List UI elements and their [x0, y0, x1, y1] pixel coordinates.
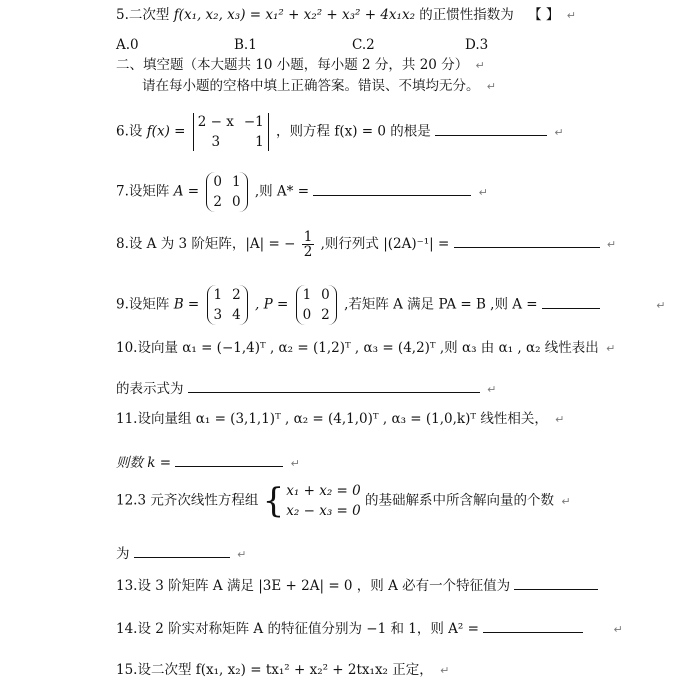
- q9-answer-blank[interactable]: [542, 296, 600, 309]
- q7-matrix: [206, 172, 247, 212]
- q12-suffix: 的基础解系中所含解向量的个数: [365, 492, 555, 509]
- q9-matrix-b: [207, 285, 248, 325]
- q12-line2-text: 为: [116, 546, 130, 562]
- q9-lhs-p: , P =: [255, 296, 289, 313]
- left-brace-icon: {: [262, 481, 285, 521]
- q6-line: [116, 113, 564, 151]
- return-mark-icon: ↵: [606, 342, 616, 355]
- return-mark-icon: ↵: [606, 238, 617, 251]
- q14-text: 14.设 2 阶实对称矩阵 A 的特征值分别为 −1 和 1，则 A² =: [116, 621, 479, 637]
- q12-equation-1: x₁ + x₂ = 0: [286, 483, 361, 499]
- return-mark-icon: ↵: [566, 9, 576, 22]
- q9-suffix: ,若矩阵 A 满足 PA = B ,则 A =: [344, 296, 538, 313]
- q14-line: [116, 620, 623, 639]
- q7-lhs: A =: [173, 183, 200, 200]
- q5-option-d: D.3: [465, 37, 489, 53]
- q8-text2: ,则行列式 |(2A)⁻¹| =: [320, 236, 450, 252]
- q6-prefix: 6.设: [116, 123, 143, 140]
- q13-text: 13.设 3 阶矩阵 A 满足 |3E + 2A| = 0 ，则 A 必有一个特征值为: [116, 578, 511, 594]
- q5-option-c: C.2: [352, 37, 375, 53]
- q10-answer-blank[interactable]: [188, 380, 480, 393]
- q7-matrix-cell: 1: [231, 174, 241, 190]
- q6-answer-blank[interactable]: [435, 123, 547, 136]
- return-mark-icon: ↵: [554, 125, 564, 139]
- q6-determinant: [193, 113, 269, 151]
- q12-equation-system: [263, 481, 361, 521]
- return-mark-icon: ↵: [555, 413, 565, 426]
- q5-formula: f(x₁, x₂, x₃) = x₁² + x₂² + x₃² + 4x₁x₂: [173, 7, 415, 23]
- q9-matrix-p-cell: 2: [321, 307, 330, 323]
- q5-line: [116, 6, 576, 25]
- section-instruction-text: 请在每小题的空格中填上正确答案。错误、不填均无分。: [142, 78, 480, 94]
- q9-matrix-b-cell: 4: [232, 307, 241, 323]
- q9-matrix-b-cell: 2: [232, 287, 241, 303]
- q5-suffix: 的正惯性指数为: [419, 7, 514, 23]
- section-title: [116, 56, 485, 75]
- q14-answer-blank[interactable]: [483, 620, 583, 633]
- return-mark-icon: ↵: [486, 80, 497, 93]
- q10-line1-text: 10.设向量 α₁ = (−1,4)ᵀ , α₂ = (1,2)ᵀ , α₃ = (4,2)ᵀ ,则 α₃ 由 α₁ , α₂ 线性表出: [116, 340, 599, 356]
- return-mark-icon: ↵: [475, 59, 485, 72]
- q8-fraction: [302, 230, 315, 259]
- q15-text: 15.设二次型 f(x₁, x₂) = tx₁² + x₂² + 2tx₁x₂ 正定，: [116, 662, 433, 678]
- q11-line1: [116, 410, 564, 429]
- q9-matrix-p-cell: 1: [302, 287, 312, 303]
- q9-matrix-p-cell: 0: [321, 287, 330, 303]
- q10-line2: [116, 380, 496, 399]
- q11-answer-blank[interactable]: [175, 454, 283, 467]
- return-mark-icon: ↵: [487, 383, 497, 396]
- q12-answer-blank[interactable]: [134, 545, 230, 558]
- q8-numerator: 1: [303, 229, 313, 245]
- q13-line: [116, 577, 598, 595]
- q11-line1-text: 11.设向量组 α₁ = (3,1,1)ᵀ , α₂ = (4,1,0)ᵀ , α₃ = (1,0,k)ᵀ 线性相关，: [116, 411, 548, 427]
- q9-line: [116, 285, 665, 325]
- q12-equation-2: x₂ − x₃ = 0: [286, 503, 361, 519]
- q12-prefix: 12.3 元齐次线性方程组: [116, 492, 259, 509]
- q6-det-cell: 1: [255, 134, 264, 150]
- q5-answer-bracket: 【 】: [528, 7, 560, 23]
- q9-lhs-b: B =: [173, 296, 200, 313]
- q8-denominator: 2: [303, 244, 313, 260]
- q9-prefix: 9.设矩阵: [116, 296, 170, 313]
- section-instruction: [142, 77, 496, 96]
- return-mark-icon: ↵: [440, 664, 450, 677]
- q6-lhs: f(x) =: [146, 123, 186, 140]
- return-mark-icon: ↵: [237, 548, 247, 561]
- return-mark-icon: ↵: [561, 494, 571, 508]
- q7-matrix-cell: 0: [231, 194, 241, 210]
- return-mark-icon: ↵: [613, 623, 623, 636]
- q8-answer-blank[interactable]: [454, 235, 600, 248]
- q7-answer-blank[interactable]: [313, 183, 471, 196]
- q7-matrix-cell: 0: [213, 174, 222, 190]
- q9-matrix-p-cell: 0: [302, 307, 312, 323]
- section-title-text: 二、填空题（本大题共 10 小题，每小题 2 分，共 20 分）: [116, 57, 469, 73]
- return-mark-icon: ↵: [290, 457, 300, 470]
- q9-matrix-p: [296, 285, 337, 325]
- q8-text1: 8.设 A 为 3 阶矩阵，|A| = −: [116, 236, 296, 252]
- q15-line: [116, 661, 449, 680]
- q9-matrix-b-cell: 1: [213, 287, 223, 303]
- q5-prefix: 5.二次型: [116, 7, 170, 23]
- q13-answer-blank[interactable]: [514, 577, 598, 590]
- q10-line1: [116, 339, 615, 358]
- q7-suffix: ,则 A* =: [254, 183, 310, 200]
- q8-line: [116, 230, 616, 259]
- q9-matrix-b-cell: 3: [213, 307, 223, 323]
- q6-suffix: ，则方程 f(x) = 0 的根是: [276, 123, 431, 140]
- return-mark-icon: ↵: [656, 298, 666, 312]
- q10-line2-text: 的表示式为: [116, 381, 184, 397]
- q6-det-cell: 3: [211, 134, 221, 150]
- q11-line2-text: 则数 k =: [116, 455, 172, 471]
- q5-option-b: B.1: [234, 37, 257, 53]
- return-mark-icon: ↵: [478, 185, 488, 199]
- q11-line2: [116, 454, 300, 473]
- q7-line: [116, 172, 488, 212]
- q7-matrix-cell: 2: [213, 194, 222, 210]
- q12-line2: [116, 545, 246, 564]
- q6-det-cell: 2 − x: [197, 114, 234, 130]
- q7-prefix: 7.设矩阵: [116, 183, 170, 200]
- q5-option-a: A.0: [116, 37, 139, 53]
- q12-line1: [116, 481, 571, 521]
- q6-det-cell: −1: [243, 114, 264, 130]
